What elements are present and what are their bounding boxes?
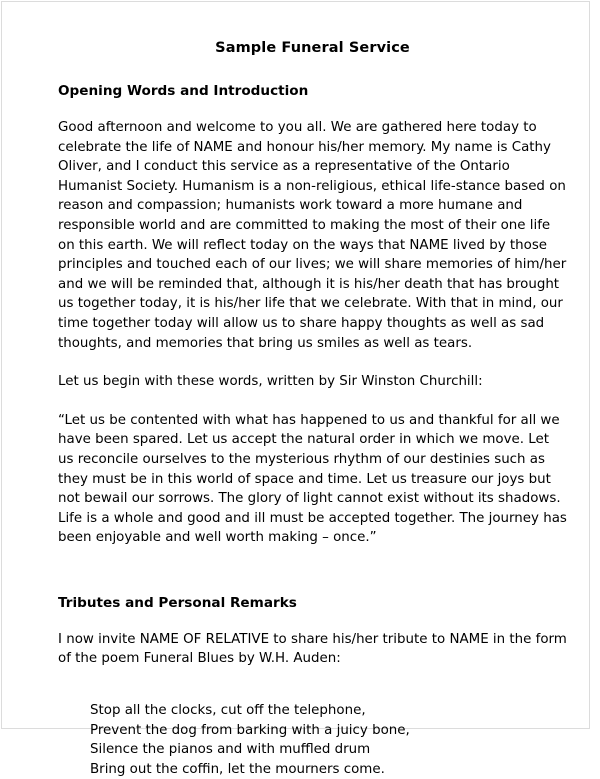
document-page [1,1,590,777]
section-heading-tributes: Tributes and Personal Remarks [58,594,297,611]
paragraph-tribute-invitation: I now invite NAME OF RELATIVE to share his/her tribute to NAME in the form of the poem Funeral Blues by W.H. Auden: [58,631,567,667]
poem-line: Stop all the clocks, cut off the telephone, [90,703,366,719]
paragraph-churchill-intro: Let us begin with these words, written by Sir Winston Churchill: [58,374,483,390]
poem-funeral-blues [58,669,567,779]
section-heading-opening-words: Opening Words and Introduction [58,83,309,99]
paragraph-churchill-quote: “Let us be contented with what has happened to us and thankful for all we have been spared. Let us accept the natural order in which we move. Let us reconcile ourselves to the mysterious rhythm of our destinies such as they must be in this world of space and time. Let us treasure our joys but not bewail our sorrows. The glory of light cannot exist without its shadows. Life is a whole and good and ill must be accepted together. The journey has been enjoyable and well worth making – once.” [58,412,567,546]
document-content [58,2,567,779]
paragraph-welcome: Good afternoon and welcome to you all. We are gathered here today to celebrate the life of NAME and honour his/her memory. My name is Cathy Oliver, and I conduct this service as a representative of the Ontario Humanist Society. Humanism is a non-religious, ethical life-stance based on reason and compassion; humanists work toward a more humane and responsible world and are committed to making the most of their one life on this earth. We will reflect today on the ways that NAME lived by those principles and touched each of our lives; we will share memories of him/her and we will be reminded that, although it is his/her death that has brought us together today, it is his/her life that we celebrate. With that in mind, our time together today will allow us to share happy thoughts as well as sad thoughts, and memories that bring us smiles as well as tears. [58,120,567,351]
poem-line: Prevent the dog from barking with a juicy bone, [90,722,410,738]
poem-line: Bring out the coffin, let the mourners come. [90,761,385,777]
page-title: Sample Funeral Service [215,40,410,56]
poem-line: Silence the pianos and with muffled drum [90,742,371,758]
